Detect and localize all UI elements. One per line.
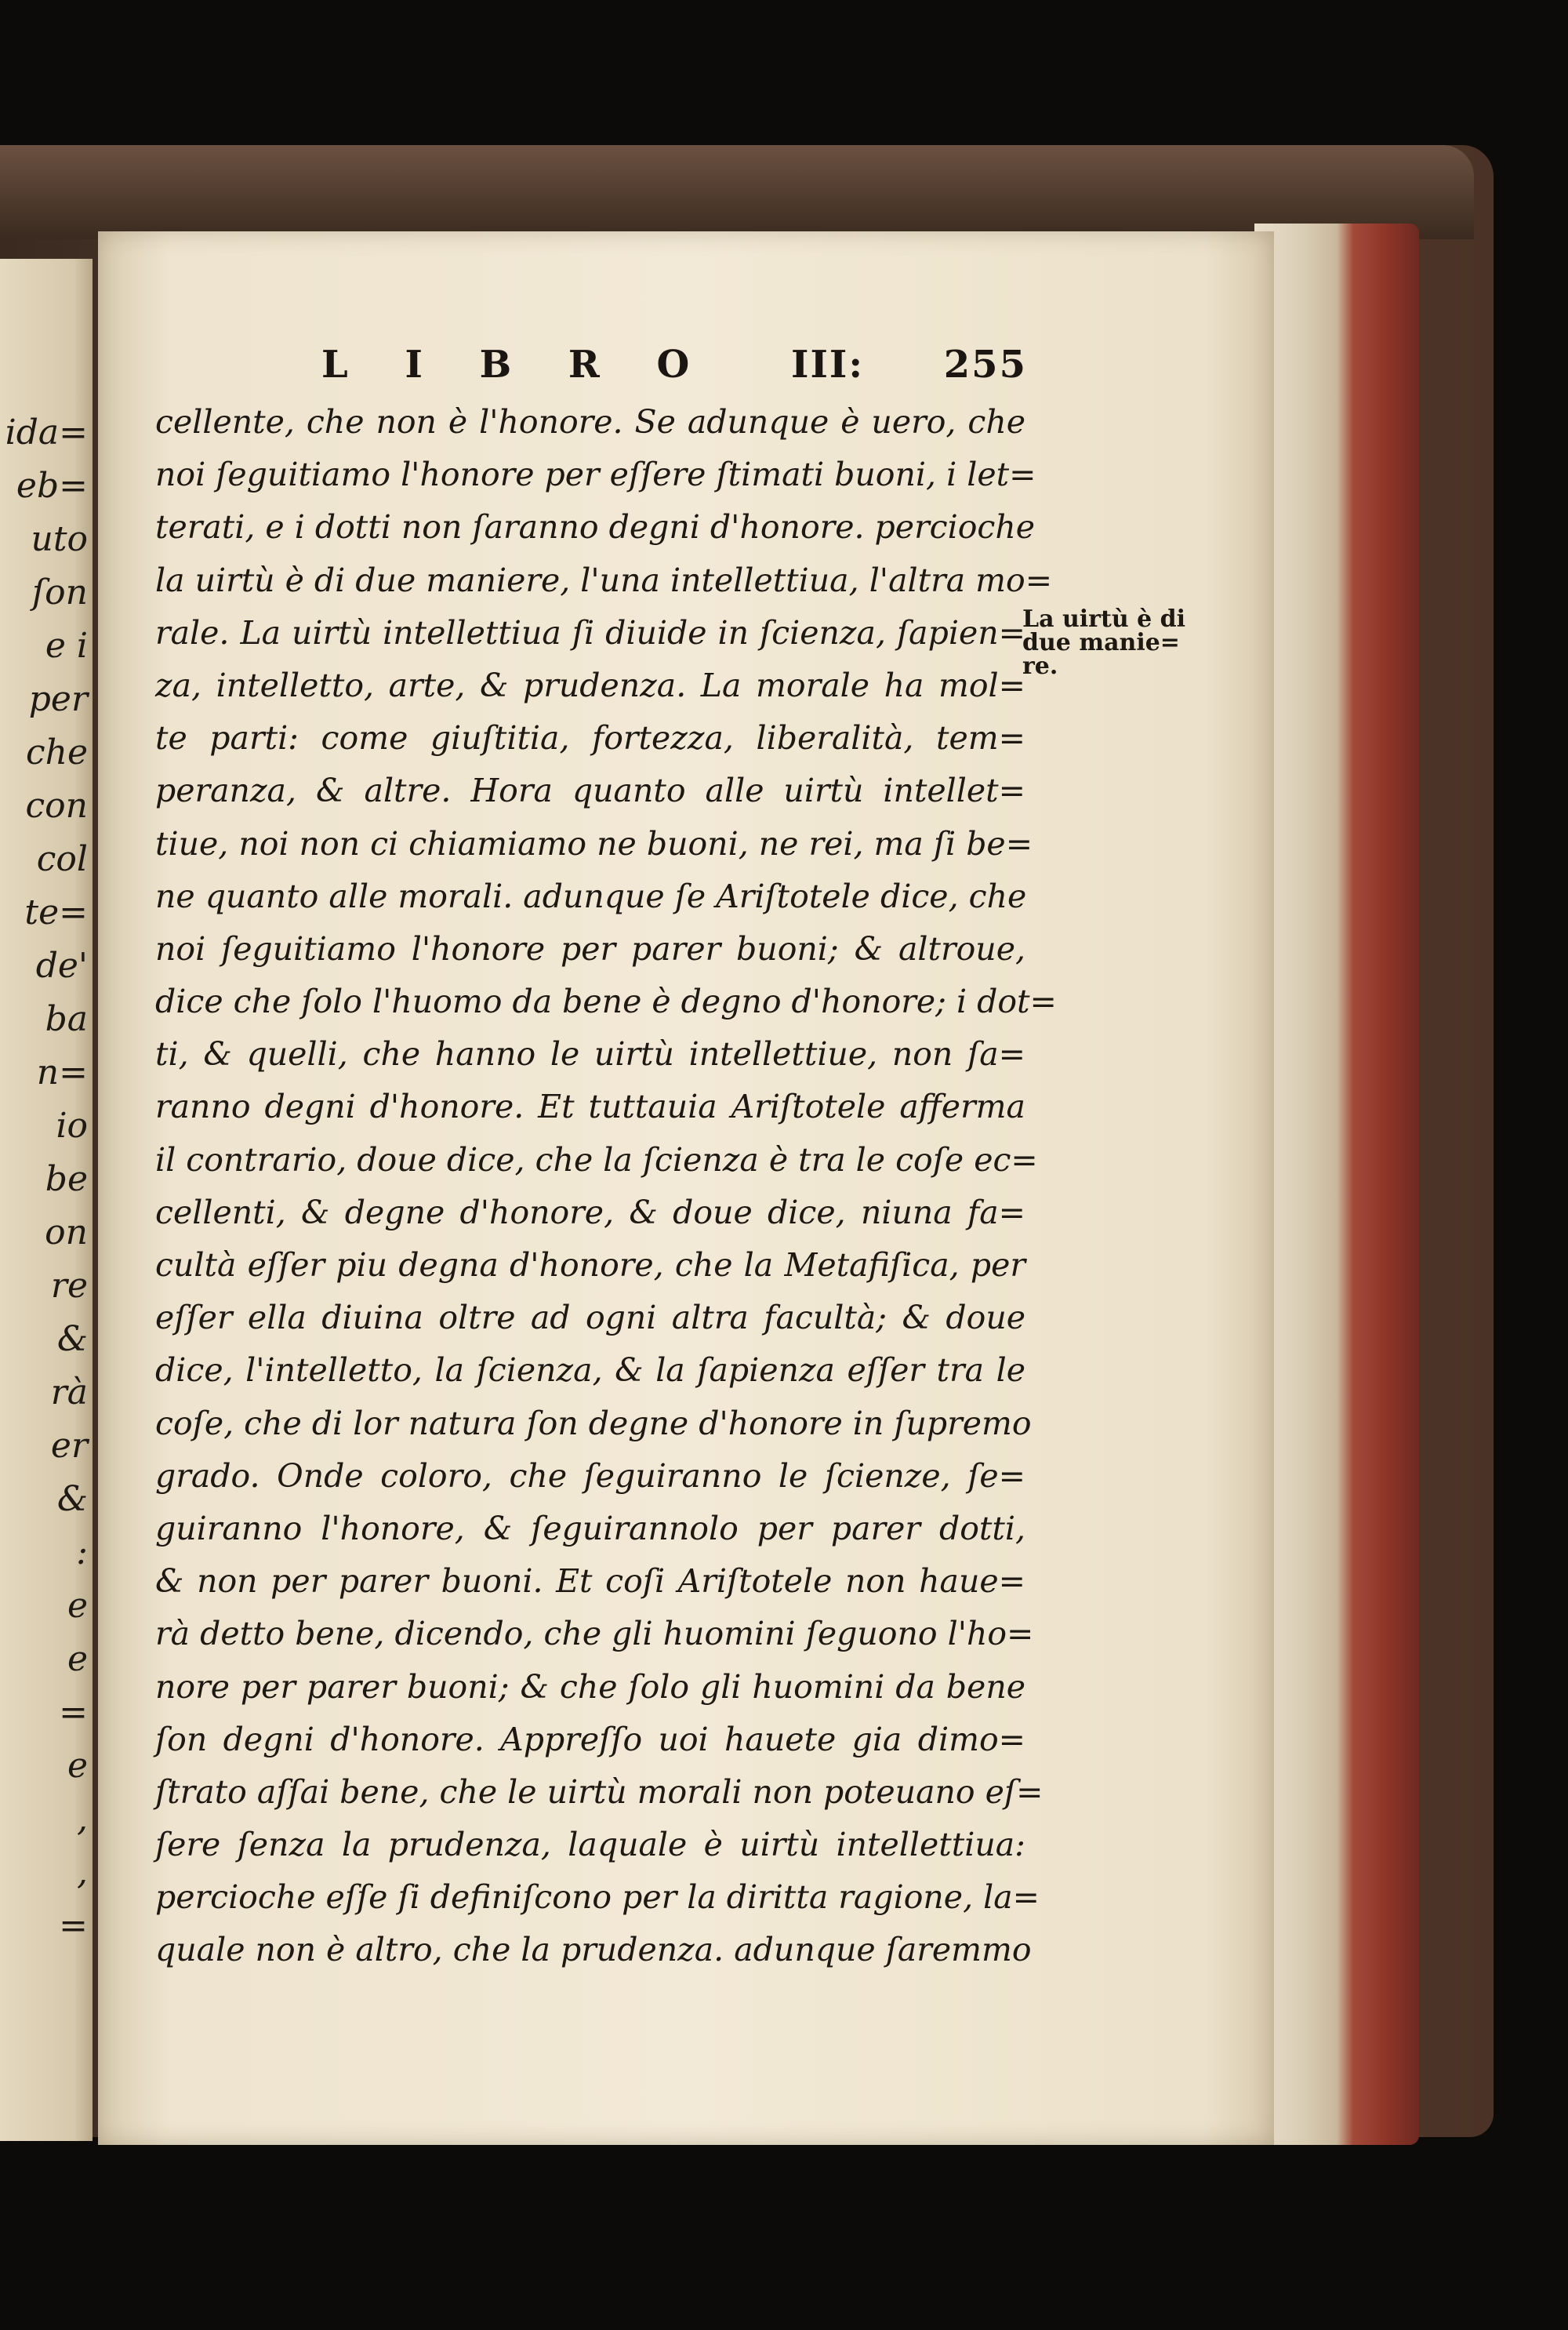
body-line: ne quanto alle morali. adunque ſe Ariſtotele dice, che bbox=[155, 877, 1027, 915]
left-page-fragment: che bbox=[25, 732, 88, 772]
body-line: te parti: come giuſtitia, fortezza, liberalità, tem= bbox=[155, 719, 1025, 758]
left-page-fragment: te= bbox=[24, 892, 88, 932]
left-page-fragment: n= bbox=[36, 1052, 88, 1092]
left-page-fragment: ida= bbox=[5, 413, 88, 453]
left-page-fragment: be bbox=[45, 1159, 88, 1199]
page-fore-edge bbox=[1254, 224, 1419, 2145]
body-line: rà detto bene, dicendo, che gli huomini ſeguono l'ho= bbox=[155, 1615, 1034, 1653]
marginal-note-line: La uirtù è di bbox=[1022, 605, 1186, 633]
left-page-fragment: : bbox=[76, 1532, 88, 1572]
body-line: quale non è altro, che la prudenza. adunque ſaremmo bbox=[155, 1931, 1032, 1969]
left-page-fragment: per bbox=[28, 679, 88, 719]
page-number: 255 bbox=[943, 343, 1027, 387]
body-line: dice che ſolo l'huomo da bene è degno d'honore; i dot= bbox=[155, 983, 1057, 1021]
left-page-fragment: on bbox=[45, 1212, 88, 1252]
left-page-fragment: , bbox=[77, 1852, 88, 1892]
marginal-note-line: due manie= bbox=[1022, 629, 1180, 656]
left-page-fragment: de' bbox=[35, 946, 88, 986]
body-line: cellente, che non è l'honore. Se adunque è uero, che bbox=[155, 403, 1025, 441]
running-head-book-number: III: bbox=[791, 343, 865, 387]
body-line: ranno degni d'honore. Et tuttauia Ariſtotele afferma bbox=[155, 1088, 1025, 1126]
body-line: dice, l'intelletto, la ſcienza, & la ſapienza eſſer tra le bbox=[155, 1351, 1025, 1390]
left-page-fragment: ba bbox=[45, 999, 88, 1039]
body-line: rale. La uirtù intellettiua ſi diuide in ſcienza, ſapien= bbox=[155, 613, 1025, 652]
running-head bbox=[321, 337, 1027, 392]
marginal-note bbox=[1022, 605, 1203, 680]
left-page-fragment: col bbox=[36, 839, 88, 879]
running-head-title: L I B R O bbox=[321, 343, 712, 387]
body-line: guiranno l'honore, & ſeguirannolo per parer dotti, bbox=[155, 1509, 1025, 1547]
body-line: percioche eſſe ſi definiſcono per la diritta ragione, la= bbox=[155, 1878, 1040, 1917]
body-line: grado. Onde coloro, che ſeguiranno le ſcienze, ſe= bbox=[155, 1456, 1025, 1495]
left-page-fragment: = bbox=[59, 1692, 88, 1732]
body-line: terati, e i dotti non ſaranno degni d'honore. percioche bbox=[155, 508, 1036, 547]
body-line: ſtrato aſſai bene, che le uirtù morali non poteuano eſ= bbox=[155, 1772, 1044, 1811]
body-line: nore per parer buoni; & che ſolo gli huomini da bene bbox=[155, 1667, 1025, 1706]
show-through bbox=[1168, 749, 1262, 906]
left-page bbox=[0, 259, 93, 2141]
left-page-fragment: con bbox=[25, 786, 88, 826]
left-page-fragment: e bbox=[67, 1639, 88, 1679]
left-page-fragment: rà bbox=[50, 1372, 88, 1412]
body-line: za, intelletto, arte, & prudenza. La morale ha mol= bbox=[155, 666, 1025, 704]
body-line: ſere ſenza la prudenza, laquale è uirtù intellettiua: bbox=[155, 1826, 1025, 1864]
body-line: tiue, noi non ci chiamiamo ne buoni, ne rei, ma ſi be= bbox=[155, 824, 1033, 863]
marginal-note-line: re. bbox=[1022, 652, 1058, 680]
body-line: ti, & quelli, che hanno le uirtù intellettiue, non ſa= bbox=[155, 1035, 1025, 1074]
body-line: cultà eſſer piu degna d'honore, che la Metafiſica, per bbox=[155, 1246, 1025, 1284]
left-page-fragment: re bbox=[50, 1266, 88, 1306]
left-page-fragment: & bbox=[56, 1479, 88, 1519]
body-line: il contrario, doue dice, che la ſcienza è tra le coſe ec= bbox=[155, 1140, 1038, 1179]
left-page-fragment: & bbox=[56, 1319, 88, 1359]
left-page-fragment: = bbox=[59, 1906, 88, 1946]
body-line: coſe, che di lor natura ſon degne d'honore in ſupremo bbox=[155, 1404, 1032, 1442]
left-page-fragment: , bbox=[77, 1799, 88, 1839]
left-page-fragment: e bbox=[67, 1586, 88, 1626]
left-page-fragment: er bbox=[50, 1426, 88, 1466]
left-page-fragment: e bbox=[67, 1746, 88, 1786]
body-line: noi ſeguitiamo l'honore per parer buoni; & altroue, bbox=[155, 929, 1025, 968]
left-page-fragment: e i bbox=[45, 626, 88, 666]
body-line: peranza, & altre. Hora quanto alle uirtù intellet= bbox=[155, 772, 1025, 810]
body-line: noi ſeguitiamo l'honore per eſſere ſtimati buoni, i let= bbox=[155, 456, 1036, 494]
left-page-fragment: uto bbox=[31, 519, 88, 559]
body-text bbox=[155, 396, 1057, 1977]
book-cover-top-edge bbox=[0, 145, 1474, 239]
body-line: ſon degni d'honore. Appreſſo uoi hauete gia dimo= bbox=[155, 1720, 1025, 1758]
body-line: eſſer ella diuina oltre ad ogni altra facultà; & doue bbox=[155, 1299, 1025, 1337]
body-line: & non per parer buoni. Et coſi Ariſtotele non haue= bbox=[155, 1562, 1025, 1601]
left-page-fragment: eb= bbox=[16, 466, 88, 506]
left-page-fragment: io bbox=[56, 1106, 88, 1146]
left-page-fragment: ſon bbox=[31, 573, 88, 612]
body-line: la uirtù è di due maniere, l'una intellettiua, l'altra mo= bbox=[155, 561, 1053, 599]
body-line: cellenti, & degne d'honore, & doue dice, niuna fa= bbox=[155, 1193, 1025, 1231]
